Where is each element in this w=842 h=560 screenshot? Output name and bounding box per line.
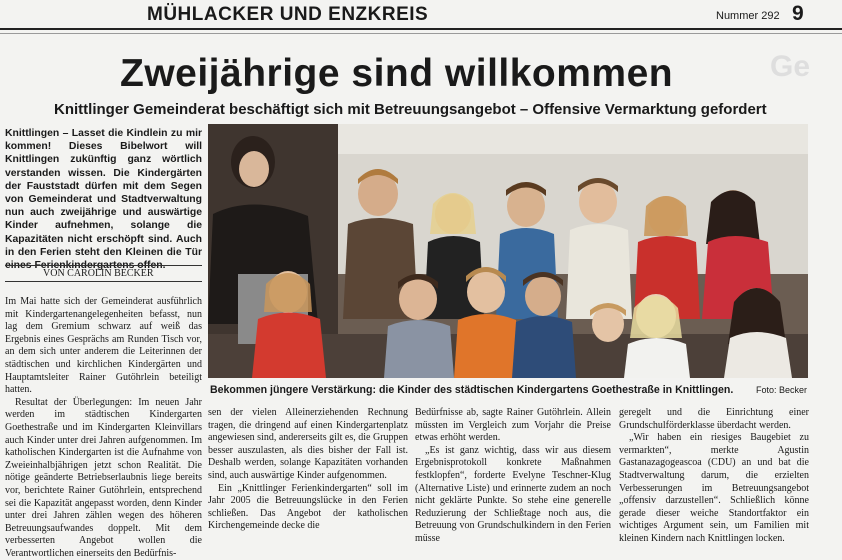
article-photo [208,124,808,378]
issue-number: Nummer 292 [716,10,780,22]
paragraph: Im Mai hatte sich der Gemeinderat ausführlich mit Kindergartenangelegenheiten befasst, nun lag dem Gremium schwarz auf weiß das Ergebnis eines Gesprächs am Runden Tisch vor, an dem sich unter anderem die Leiterinnen der städtischen und kirchlichen Kindergärten und Hauptamtsleiter Rainer Gutöhrlein beteiligt hatten. [5,296,202,396]
header-rule-thin [0,33,842,34]
byline: VON CAROLIN BECKER [43,268,154,279]
text-column-2 [208,407,408,531]
page-header [0,0,842,30]
photo-credit: Foto: Becker [756,385,808,395]
article-headline: Zweijährige sind willkommen [120,52,674,95]
paragraph: „Es ist ganz wichtig, dass wir aus diesem Ergebnisprotokoll konkrete Maßnahmen festklopfen“, forderte Evelyne Teschner-Klug (Alternative Liste) und erinnerte zudem an noch nicht geklärte Punkte. So stehe eine generelle Reduzierung der Schließtage noch aus, die Betreuung von Grundschulkindern in den Ferien müsse [415,444,611,544]
paragraph: Bedürfnisse ab, sagte Rainer Gutöhrlein. Allein müssten im Vergleich zum Vorjahr die Preise etwas erhöht werden. [415,407,611,444]
article-lead: Knittlingen – Lasset die Kindlein zu mir kommen! Dieses Bibelwort will Knittlingen zukünftig ganz wörtlich verstanden wissen. Die Kindergärten der Fauststadt dürfen mit dem Segen von Gemeinderat und Stadtverwaltung nun auch zweijährige und auswärtige Kinder aufnehmen, solange die Kapazitäten nicht erschöpft sind. Auch in den Ferien steht den Kleinen die Tür eines Ferienkindergartens offen. [5,128,202,272]
text-column-3 [415,407,611,544]
paragraph: „Wir haben ein riesiges Baugebiet zu vermarkten“, merkte Agustin Gastanazagogeascoa (CDU) an und bat die Stadtverwaltung darum, die erzielten Verbesserungen im Betreuungsangebot „offensiv darzustellen“. Schließlich könne gerade dieser weiche Standortfaktor ein wichtiges Argument sein, um Familien mit kleinen Kindern nach Knittlingen locken. [619,432,809,544]
text-column-4 [619,407,809,544]
byline-box [5,265,202,282]
photo-caption: Bekommen jüngere Verstärkung: die Kinder des städtischen Kindergartens Goethestraße in Knittlingen. [210,384,734,396]
paragraph: sen der vielen Alleinerziehenden Rechnung tragen, die dringend auf einen Kindergartenplatz angewiesen sind, andererseits gilt es, die Gruppen besser auszulasten, als dies bisher der Fall ist. Deshalb werden, solange Kapazitäten vorhanden sind, auch auswärtige Kinder aufgenommen. [208,407,408,481]
page-number: 9 [792,2,804,25]
text-column-1 [5,296,202,559]
bleed-through-text: Ge [770,50,811,83]
kindergarten-photo [208,124,808,378]
paragraph: geregelt und die Einrichtung einer Grundschulförderklasse überdacht werden. [619,407,809,431]
section-title: MÜHLACKER UND ENZKREIS [147,4,429,25]
paragraph: Resultat der Überlegungen: Im neuen Jahr werden im städtischen Kindergarten Goethestraße und im Kindergarten Kleinvillars auch Kinder unter drei Jahren aufgenommen. Im katholischen Kindergarten ist die Aufnahme von Zweieinhalbjährigen jetzt schon Realität. Die nötige geänderte Betriebserlaubnis liege bereits vor, berichtete Rainer Gutöhrlein, entsprechend sei die Kapazität angepasst worden, denn Kinder unter drei Jahren zählen wegen des höheren Betreuungsaufwandes doppelt. Mit dem verbesserten Angebot wollen die Verantwortlichen einerseits den Bedürfnis- [5,396,202,559]
paragraph: Ein „Knittlinger Ferienkindergarten“ soll im Jahr 2005 die Betreuungslücke in den Ferien schließen. Das Angebot der katholischen Kirchengemeinde decke die [208,482,408,532]
header-rule [0,28,842,30]
article-subheadline: Knittlinger Gemeinderat beschäftigt sich mit Betreuungsangebot – Offensive Vermarktung gefordert [54,101,767,118]
